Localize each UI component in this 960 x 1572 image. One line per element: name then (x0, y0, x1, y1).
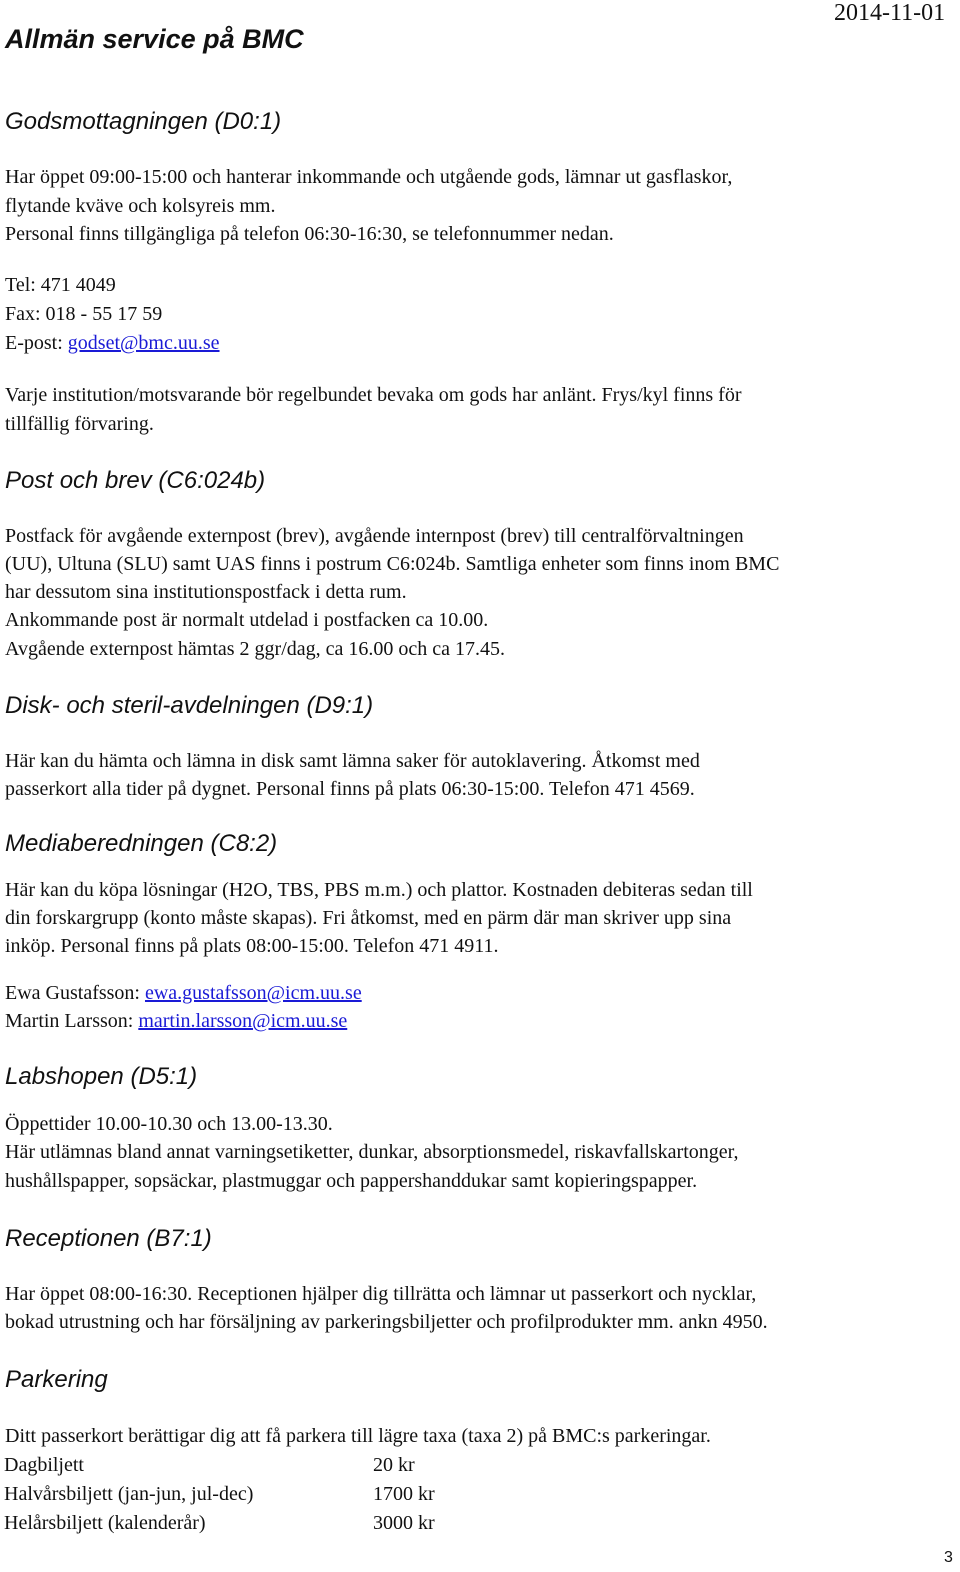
price-value: 20 kr (373, 1454, 415, 1476)
price-value: 3000 kr (373, 1512, 435, 1534)
paragraph-line: inköp. Personal finns på plats 08:00-15:00. Telefon 471 4911. (5, 935, 499, 957)
paragraph-line: Postfack för avgående externpost (brev), avgående internpost (brev) till centralförvaltningen (5, 525, 744, 547)
paragraph-line: Här kan du köpa lösningar (H2O, TBS, PBS m.m.) och plattor. Kostnaden debiteras sedan till (5, 879, 753, 901)
email-line (5, 329, 220, 358)
price-label: Dagbiljett (4, 1454, 84, 1476)
section-heading: Labshopen (D5:1) (5, 1063, 198, 1090)
contact-name: Martin Larsson: (5, 1010, 139, 1032)
section-heading: Receptionen (B7:1) (5, 1225, 212, 1252)
contact-line (5, 1007, 347, 1036)
paragraph-line: Avgående externpost hämtas 2 ggr/dag, ca 16.00 och ca 17.45. (5, 638, 506, 660)
fax-number: Fax: 018 - 55 17 59 (5, 303, 163, 325)
contact-email-link[interactable]: ewa.gustafsson@icm.uu.se (144, 982, 362, 1004)
paragraph-line: flytande kväve och kolsyreis mm. (5, 195, 276, 217)
paragraph-line: Här utlämnas bland annat varningsetiketter, dunkar, absorptionsmedel, riskavfallskartonger, (5, 1141, 739, 1163)
price-row (0, 1451, 960, 1480)
paragraph-line: Varje institution/motsvarande bör regelbundet bevaka om gods har anlänt. Frys/kyl finns för (5, 384, 742, 406)
price-label: Halvårsbiljett (jan-jun, jul-dec) (4, 1483, 254, 1505)
paragraph-line: din forskargrupp (konto måste skapas). Fri åtkomst, med en pärm där man skriver upp sina (5, 907, 732, 929)
paragraph-line: Personal finns tillgängliga på telefon 06:30-16:30, se telefonnummer nedan. (5, 223, 614, 245)
paragraph-line: Här kan du hämta och lämna in disk samt lämna saker för autoklavering. Åtkomst med (5, 750, 700, 772)
price-label: Helårsbiljett (kalenderår) (4, 1512, 206, 1534)
section-heading: Mediaberedningen (C8:2) (5, 830, 278, 857)
email-label: E-post: (5, 332, 68, 354)
section-heading: Godsmottagningen (D0:1) (5, 108, 282, 135)
paragraph-line: Ankommande post är normalt utdelad i postfacken ca 10.00. (5, 609, 489, 631)
page-number: 3 (944, 1549, 953, 1566)
section-heading: Disk- och steril-avdelningen (D9:1) (5, 692, 374, 719)
contact-email-link[interactable]: martin.larsson@icm.uu.se (138, 1010, 348, 1032)
document-date: 2014-11-01 (834, 0, 946, 26)
section-heading: Post och brev (C6:024b) (5, 467, 266, 494)
price-row (0, 1480, 960, 1509)
paragraph-line: bokad utrustning och har försäljning av parkeringsbiljetter och profilprodukter mm. ankn 4950. (5, 1311, 768, 1333)
page-title: Allmän service på BMC (5, 24, 304, 54)
paragraph-line: passerkort alla tider på dygnet. Personal finns på plats 06:30-15:00. Telefon 471 4569. (5, 778, 695, 800)
phone-number: Tel: 471 4049 (5, 274, 116, 296)
paragraph-line: hushållspapper, sopsäckar, plastmuggar och pappershanddukar samt kopieringspapper. (5, 1170, 698, 1192)
price-value: 1700 kr (373, 1483, 435, 1505)
email-link[interactable]: godset@bmc.uu.se (67, 332, 220, 354)
paragraph-line: Har öppet 08:00-16:30. Receptionen hjälper dig tillrätta och lämnar ut passerkort och nycklar, (5, 1283, 757, 1305)
paragraph-line: Öppettider 10.00-10.30 och 13.00-13.30. (5, 1113, 333, 1135)
contact-name: Ewa Gustafsson: (5, 982, 145, 1004)
price-row (0, 1509, 960, 1538)
section-heading: Parkering (5, 1366, 108, 1393)
paragraph-line: Ditt passerkort berättigar dig att få parkera till lägre taxa (taxa 2) på BMC:s parkeringar. (5, 1425, 711, 1447)
paragraph-line: tillfällig förvaring. (5, 413, 154, 435)
paragraph-line: Har öppet 09:00-15:00 och hanterar inkommande och utgående gods, lämnar ut gasflaskor, (5, 166, 733, 188)
paragraph-line: (UU), Ultuna (SLU) samt UAS finns i postrum C6:024b. Samtliga enheter som finns inom BMC (5, 553, 780, 575)
paragraph-line: har dessutom sina institutionspostfack i detta rum. (5, 581, 407, 603)
contact-line (5, 979, 362, 1008)
